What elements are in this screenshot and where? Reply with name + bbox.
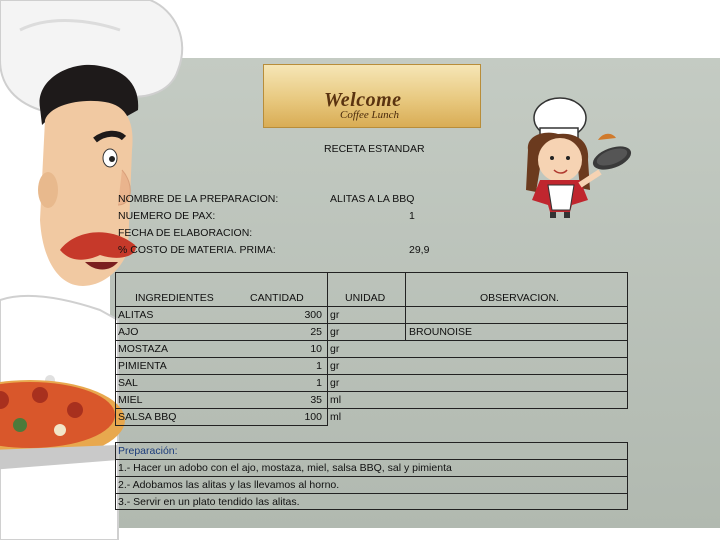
table-row-unidad: ml xyxy=(330,411,342,423)
table-row-unidad: gr xyxy=(330,326,340,338)
header-observacion: OBSERVACION. xyxy=(480,292,559,304)
table-row-cantidad: 100 xyxy=(304,411,322,423)
preparacion-step: 3.- Servir en un plato tendido las alitas. xyxy=(118,496,300,508)
table-row-unidad: ml xyxy=(330,394,342,406)
label-fecha: FECHA DE ELABORACION: xyxy=(118,227,253,239)
label-nombre: NOMBRE DE LA PREPARACION: xyxy=(118,193,279,205)
table-row-cantidad: 1 xyxy=(316,360,322,372)
table-row-unidad: gr xyxy=(330,343,340,355)
table-row-observacion: BROUNOISE xyxy=(409,326,473,338)
preparacion-step: 1.- Hacer un adobo con el ajo, mostaza, miel, salsa BBQ, sal y pimienta xyxy=(118,462,452,474)
table-row-ingrediente: ALITAS xyxy=(118,309,154,321)
header-cantidad: CANTIDAD xyxy=(250,292,304,304)
table-row-unidad: gr xyxy=(330,309,340,321)
value-pax: 1 xyxy=(409,210,415,222)
table-row-cantidad: 10 xyxy=(310,343,322,355)
table-row-ingrediente: SAL xyxy=(118,377,138,389)
table-row-cantidad: 35 xyxy=(310,394,322,406)
page-title: RECETA ESTANDAR xyxy=(324,143,425,155)
table-row-unidad: gr xyxy=(330,377,340,389)
table-row-ingrediente: SALSA BBQ xyxy=(118,411,177,423)
label-costo: % COSTO DE MATERIA. PRIMA: xyxy=(118,244,276,256)
preparacion-title: Preparación: xyxy=(118,445,178,457)
value-nombre: ALITAS A LA BBQ xyxy=(330,193,415,205)
logo-welcome-text: Welcome xyxy=(324,89,402,111)
table-row-cantidad: 300 xyxy=(304,309,322,321)
logo-subtitle-text: Coffee Lunch xyxy=(340,109,399,121)
header-ingredientes: INGREDIENTES xyxy=(135,292,214,304)
table-row-ingrediente: MIEL xyxy=(118,394,143,406)
table-row-cantidad: 1 xyxy=(316,377,322,389)
table-row-ingrediente: PIMIENTA xyxy=(118,360,167,372)
table-row-ingrediente: MOSTAZA xyxy=(118,343,168,355)
value-costo: 29,9 xyxy=(409,244,430,256)
table-row-unidad: gr xyxy=(330,360,340,372)
table-row-cantidad: 25 xyxy=(310,326,322,338)
label-pax: NUEMERO DE PAX: xyxy=(118,210,216,222)
welcome-logo xyxy=(263,64,481,128)
header-unidad: UNIDAD xyxy=(345,292,386,304)
table-row-ingrediente: AJO xyxy=(118,326,139,338)
preparacion-step: 2.- Adobamos las alitas y las llevamos al horno. xyxy=(118,479,340,491)
